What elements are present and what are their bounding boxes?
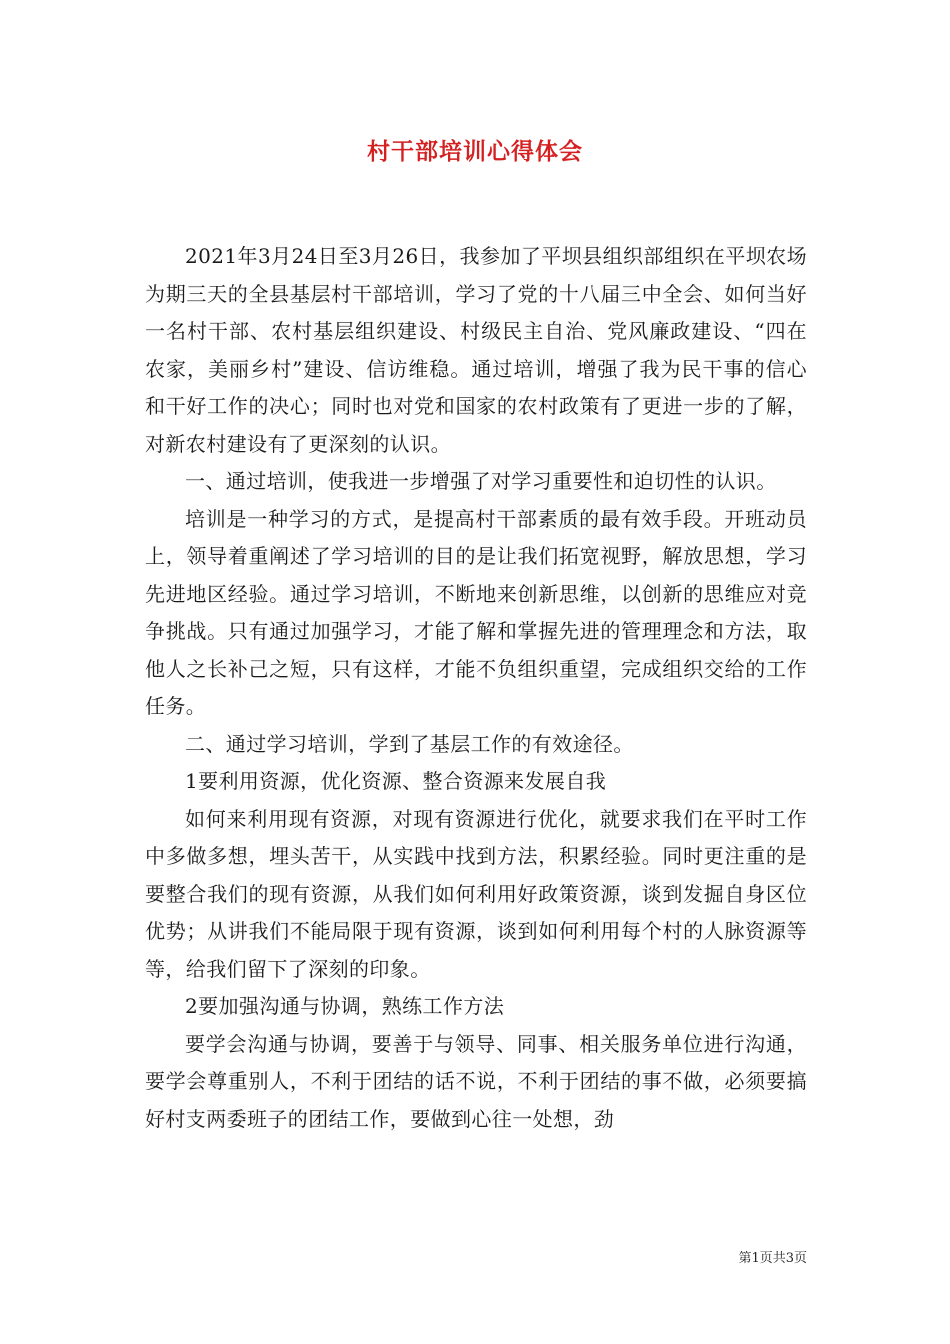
paragraph-communication: 要学会沟通与协调，要善于与领导、同事、相关服务单位进行沟通，要学会尊重别人，不利于团结的话不说，不利于团结的事不做，必须要搞好村支两委班子的团结工作，要做到心往一处想，劲 <box>145 1031 807 1131</box>
section-heading-1: 一、通过培训，使我进一步增强了对学习重要性和迫切性的认识。 <box>185 469 777 493</box>
subheading-resources: 1要利用资源，优化资源、整合资源来发展自我 <box>185 769 607 793</box>
paragraph-learning: 培训是一种学习的方式，是提高村干部素质的最有效手段。开班动员上，领导着重阐述了学习培训的目的是让我们拓宽视野，解放思想，学习先进地区经验。通过学习培训，不断地来创新思维，以创新的思维应对竞争挑战。只有通过加强学习，才能了解和掌握先进的管理理念和方法，取他人之长补己之短，只有这样，才能不负组织重望，完成组织交给的工作任务。 <box>145 506 807 718</box>
document-title: 村干部培训心得体会 <box>367 138 583 165</box>
subheading-communication: 2要加强沟通与协调，熟练工作方法 <box>185 994 505 1018</box>
page-number: 第1页共3页 <box>738 1251 807 1266</box>
paragraph-intro: 2021年3月24日至3月26日，我参加了平坝县组织部组织在平坝农场为期三天的全县基层村干部培训，学习了党的十八届三中全会、如何当好一名村干部、农村基层组织建设、村级民主自治、党风廉政建设、“四在农家，美丽乡村”建设、信访维稳。通过培训，增强了我为民干事的信心和干好工作的决心；同时也对党和国家的农村政策有了更进一步的了解，对新农村建设有了更深刻的认识。 <box>145 244 807 456</box>
section-heading-2: 二、通过学习培训，学到了基层工作的有效途径。 <box>185 731 634 756</box>
paragraph-resources: 如何来利用现有资源，对现有资源进行优化，就要求我们在平时工作中多做多想，埋头苦干，从实践中找到方法，积累经验。同时更注重的是要整合我们的现有资源，从我们如何利用好政策资源，谈到发掘自身区位优势；从讲我们不能局限于现有资源，谈到如何利用每个村的人脉资源等等，给我们留下了深刻的印象。 <box>145 806 807 981</box>
document-body <box>145 238 807 1138</box>
